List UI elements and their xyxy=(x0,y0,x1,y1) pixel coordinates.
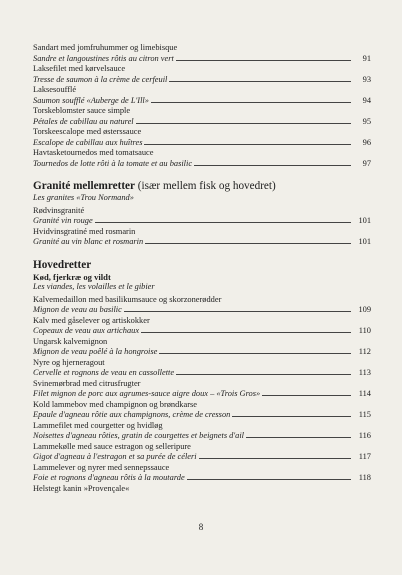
entry-page: 114 xyxy=(358,389,371,398)
granite-section xyxy=(33,180,371,248)
dot-leader xyxy=(176,373,351,375)
entry-french: Sandre et langoustines rôtis au citron vert xyxy=(33,53,174,63)
list-item xyxy=(33,337,371,358)
entry-page: 96 xyxy=(362,137,371,147)
entry-page: 113 xyxy=(358,368,371,377)
entry-danish: Lammefilet med courgetter og hvidløg xyxy=(33,420,163,430)
main-course-section xyxy=(33,259,371,495)
dot-leader xyxy=(232,415,351,417)
entry-french: Epaule d'agneau rôtie aux champignons, crème de cresson xyxy=(33,410,231,419)
list-item xyxy=(33,442,371,463)
dot-leader xyxy=(136,122,351,124)
dot-leader xyxy=(246,436,351,438)
section-subtitle: Les viandes, les volailles et le gibier xyxy=(33,282,155,291)
list-item xyxy=(33,206,371,227)
entry-danish: Ungarsk kalvemignon xyxy=(33,336,108,346)
list-item xyxy=(33,295,371,316)
list-item xyxy=(33,463,371,484)
section-subtitle: Les granites «Trou Normand» xyxy=(33,193,134,202)
entry-danish: Sandart med jomfruhummer og limebisque xyxy=(33,43,178,52)
list-item xyxy=(33,358,371,379)
section-title-bold: Granité mellemretter xyxy=(33,180,135,192)
entry-danish: Kold lammebov med champignon og brøndkarse xyxy=(33,399,197,409)
entry-page: 97 xyxy=(362,158,371,168)
entry-page: 115 xyxy=(358,410,371,419)
entry-french: Tresse de saumon à la crème de cerfeuil xyxy=(33,74,168,84)
section-title: Hovedretter xyxy=(33,258,92,271)
dot-leader xyxy=(159,352,351,354)
list-item xyxy=(33,379,371,400)
dot-leader xyxy=(144,143,351,145)
page-number: 8 xyxy=(198,522,204,532)
entry-french: Mignon de veau au basilic xyxy=(33,305,122,314)
entry-french: Filet mignon de porc aux agrumes-sauce aigre doux – «Trois Gros» xyxy=(33,389,261,398)
list-item xyxy=(33,85,371,106)
entry-danish: Kalvemedaillon med basilikumsauce og skorzonerødder xyxy=(33,294,222,304)
dot-leader xyxy=(95,221,351,223)
entry-danish: Laksefilet med kørvelsauce xyxy=(33,64,126,73)
entry-page: 109 xyxy=(358,305,371,314)
list-item xyxy=(33,227,371,248)
dot-leader xyxy=(194,164,351,166)
list-item xyxy=(33,148,371,169)
list-item xyxy=(33,43,371,64)
entry-page: 117 xyxy=(358,452,371,461)
section-title xyxy=(33,180,371,193)
entry-danish: Helstegt kanin »Provençale« xyxy=(33,483,130,493)
entry-page: 101 xyxy=(358,216,371,225)
dot-leader xyxy=(145,242,351,244)
list-item xyxy=(33,316,371,337)
entry-french: Cervelle et rognons de veau en cassollette xyxy=(33,368,175,377)
entry-danish: Laksesoufflé xyxy=(33,85,77,94)
entry-french: Tournedos de lotte rôti à la tomate et au basilic xyxy=(33,158,193,168)
entry-french: Copeaux de veau aux artichaux xyxy=(33,326,140,335)
dot-leader xyxy=(262,394,351,396)
entry-page: 93 xyxy=(362,74,371,84)
dot-leader xyxy=(176,59,351,61)
entry-danish: Kalv med gåselever og artiskokker xyxy=(33,315,150,325)
list-item xyxy=(33,127,371,148)
entry-french: Mignon de veau poêlé à la hongroise xyxy=(33,347,158,356)
entry-danish: Lammelever og nyrer med sennepssauce xyxy=(33,462,170,472)
entry-page: 110 xyxy=(358,326,371,335)
entry-french: Gigot d'agneau à l'estragon et sa purée de céleri xyxy=(33,452,197,461)
entry-danish: Torskeescalope med østerssauce xyxy=(33,127,142,136)
entry-danish: Torskeblomster sauce simple xyxy=(33,106,131,115)
entry-danish: Hvidvinsgratiné med rosmarin xyxy=(33,226,136,236)
entry-french: Escalope de cabillau aux huîtres xyxy=(33,137,143,147)
entry-danish: Rødvinsgranité xyxy=(33,205,85,215)
dot-leader xyxy=(141,331,351,333)
list-item xyxy=(33,400,371,421)
table-of-contents xyxy=(33,43,371,494)
dot-leader xyxy=(187,478,351,480)
fish-section xyxy=(33,43,371,169)
entry-french: Pétales de cabillau au naturel xyxy=(33,116,134,126)
section-title-rest: (især mellem fisk og hovedret) xyxy=(134,180,276,192)
dot-leader xyxy=(124,310,351,312)
entry-page: 94 xyxy=(362,95,371,105)
list-item xyxy=(33,106,371,127)
entry-french: Noisettes d'agneau rôties, gratin de courgettes et beignets d'ail xyxy=(33,431,244,440)
dot-leader xyxy=(151,101,351,103)
list-item xyxy=(33,64,371,85)
entry-french: Foie et rognons d'agneau rôtis à la moutarde xyxy=(33,473,185,482)
list-item xyxy=(33,484,371,495)
entry-french: Granité au vin blanc et rosmarin xyxy=(33,237,144,246)
entry-page: 118 xyxy=(358,473,371,482)
entry-danish: Havtasketournedos med tomatsauce xyxy=(33,148,154,157)
entry-page: 95 xyxy=(362,116,371,126)
entry-french: Saumon soufflé «Auberge de L'Ill» xyxy=(33,95,149,105)
dot-leader xyxy=(169,80,351,82)
entry-page: 101 xyxy=(358,237,371,246)
list-item xyxy=(33,421,371,442)
entry-danish: Lammekølle med sauce estragon og selleripure xyxy=(33,441,191,451)
entry-french: Granité vin rouge xyxy=(33,216,93,225)
section-subheading: Kød, fjerkræ og vildt xyxy=(33,271,111,282)
entry-danish: Svinemørbrad med citrusfrugter xyxy=(33,378,141,388)
dot-leader xyxy=(199,457,351,459)
entry-page: 116 xyxy=(358,431,371,440)
entry-danish: Nyre og hjerneragout xyxy=(33,357,105,367)
entry-page: 112 xyxy=(358,347,371,356)
entry-page: 91 xyxy=(362,53,371,63)
